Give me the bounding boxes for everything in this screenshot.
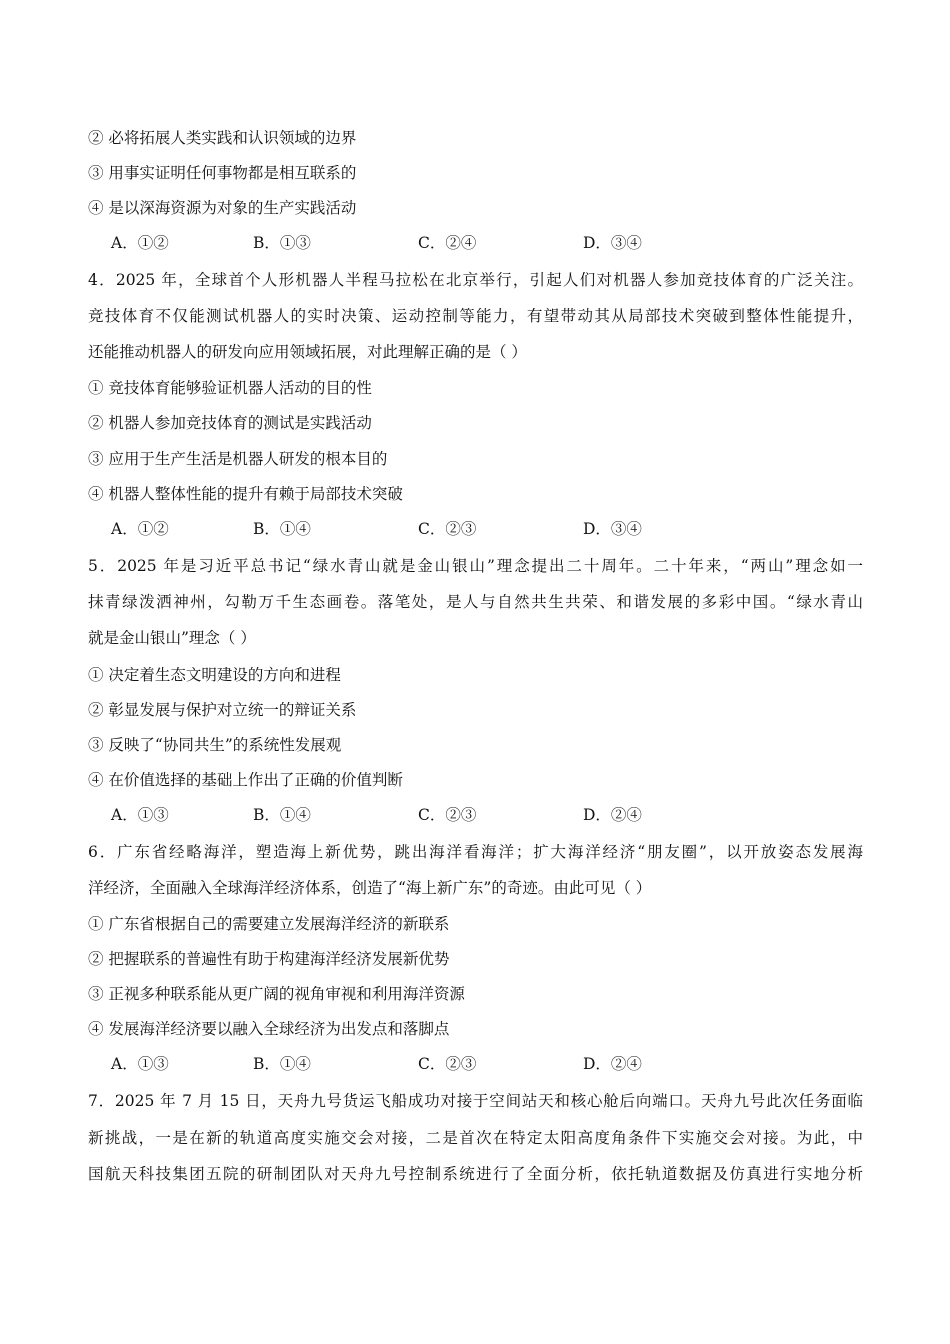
q4-choice-b: B．①④ (253, 520, 311, 538)
q6-stem-line-1: 6．广东省经略海洋，塑造海上新优势，跳出海洋看海洋；扩大海洋经济“朋友圈”，以开放姿态发展海 (88, 843, 863, 861)
q5-option-2: ② 彰显发展与保护对立统一的辩证关系 (88, 701, 357, 719)
q3-option-3: ③ 用事实证明任何事物都是相互联系的 (88, 164, 357, 182)
q5-choice-b: B．①④ (253, 806, 311, 824)
q6-option-1: ① 广东省根据自己的需要建立发展海洋经济的新联系 (88, 915, 450, 933)
q6-option-3: ③ 正视多种联系能从更广阔的视角审视和利用海洋资源 (88, 985, 465, 1003)
q6-stem-line-2: 洋经济，全面融入全球海洋经济体系，创造了“海上新广东”的奇迹。由此可见（ ） (88, 879, 652, 897)
q3-option-4: ④ 是以深海资源为对象的生产实践活动 (88, 199, 357, 217)
q3-choice-d: D．③④ (583, 234, 642, 252)
q5-option-1: ① 决定着生态文明建设的方向和进程 (88, 666, 341, 684)
q7-stem-line-2: 新挑战，一是在新的轨道高度实施交会对接，二是首次在特定太阳高度角条件下实施交会对接。为此，中 (88, 1129, 863, 1147)
q6-choice-a: A．①③ (111, 1055, 169, 1073)
q6-choice-c: C．②③ (418, 1055, 477, 1073)
q5-option-3: ③ 反映了“协同共生”的系统性发展观 (88, 736, 342, 754)
q4-choices (111, 519, 811, 539)
q3-choices (111, 233, 811, 253)
q4-option-3: ③ 应用于生产生活是机器人研发的根本目的 (88, 450, 388, 468)
q4-choice-a: A．①② (111, 520, 169, 538)
q3-choice-c: C．②④ (418, 234, 477, 252)
q3-option-2: ② 必将拓展人类实践和认识领域的边界 (88, 129, 357, 147)
q4-option-2: ② 机器人参加竞技体育的测试是实践活动 (88, 414, 372, 432)
q5-option-4: ④ 在价值选择的基础上作出了正确的价值判断 (88, 771, 403, 789)
q6-option-2: ② 把握联系的普遍性有助于构建海洋经济发展新优势 (88, 950, 450, 968)
q4-choice-d: D．③④ (583, 520, 642, 538)
q5-stem-line-1: 5．2025 年是习近平总书记“绿水青山就是金山银山”理念提出二十周年。二十年来，“两山”理念如一 (88, 557, 863, 575)
q4-stem-line-1: 4．2025 年，全球首个人形机器人半程马拉松在北京举行，引起人们对机器人参加竞技体育的广泛关注。 (88, 271, 863, 289)
q5-stem-line-2: 抹青绿泼洒神州，勾勒万千生态画卷。落笔处，是人与自然共生共荣、和谐发展的多彩中国。“绿水青山 (88, 593, 863, 611)
q4-option-4: ④ 机器人整体性能的提升有赖于局部技术突破 (88, 485, 403, 503)
q5-choice-c: C．②③ (418, 806, 477, 824)
q3-choice-b: B．①③ (253, 234, 311, 252)
q3-choice-a: A．①② (111, 234, 169, 252)
q4-stem-line-3: 还能推动机器人的研发向应用领域拓展，对此理解正确的是（ ） (88, 343, 527, 361)
q6-choice-b: B．①④ (253, 1055, 311, 1073)
q5-choice-d: D．②④ (583, 806, 642, 824)
q4-option-1: ① 竞技体育能够验证机器人活动的目的性 (88, 379, 372, 397)
q6-choice-d: D．②④ (583, 1055, 642, 1073)
q6-choices (111, 1054, 811, 1074)
q4-stem-line-2: 竞技体育不仅能测试机器人的实时决策、运动控制等能力，有望带动其从局部技术突破到整体性能提升， (88, 307, 863, 325)
q4-choice-c: C．②③ (418, 520, 477, 538)
q5-choice-a: A．①③ (111, 806, 169, 824)
q5-stem-line-3: 就是金山银山”理念（ ） (88, 629, 256, 647)
q5-choices (111, 805, 811, 825)
q7-stem-line-1: 7．2025 年 7 月 15 日，天舟九号货运飞船成功对接于空间站天和核心舱后向端口。天舟九号此次任务面临 (88, 1092, 863, 1110)
q6-option-4: ④ 发展海洋经济要以融入全球经济为出发点和落脚点 (88, 1020, 450, 1038)
q7-stem-line-3: 国航天科技集团五院的研制团队对天舟九号控制系统进行了全面分析，依托轨道数据及仿真进行实地分析 (88, 1165, 863, 1183)
